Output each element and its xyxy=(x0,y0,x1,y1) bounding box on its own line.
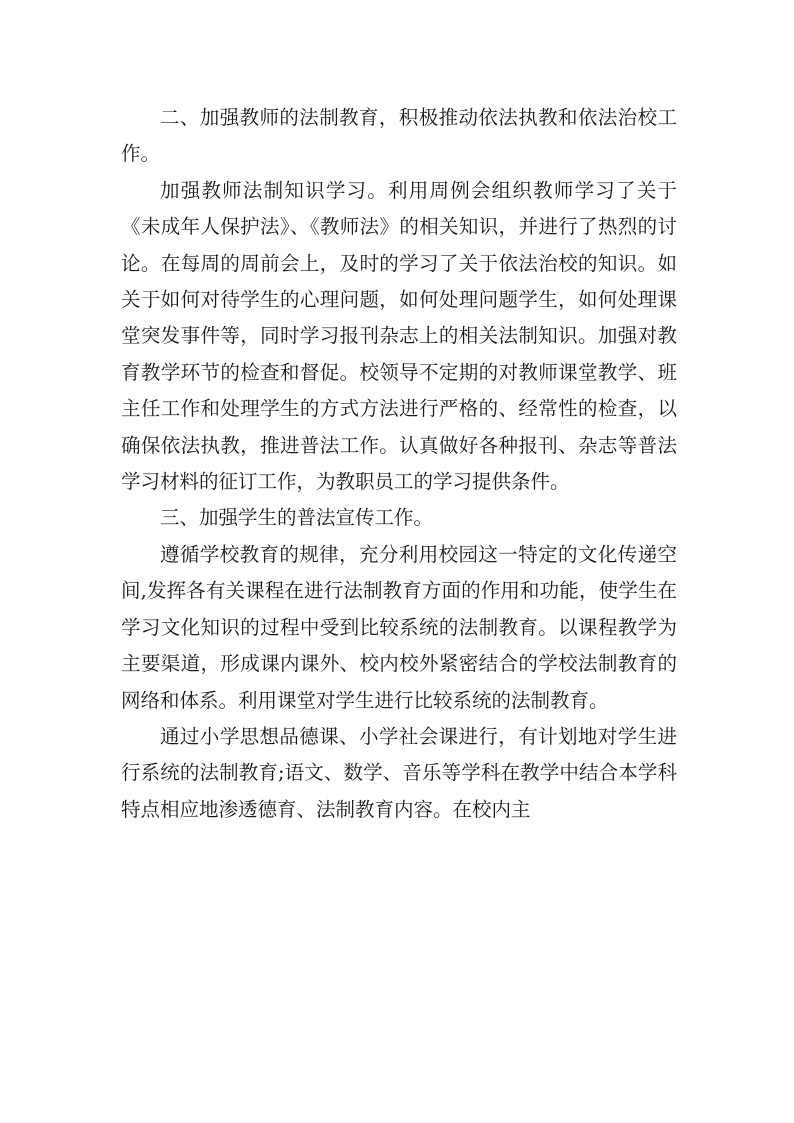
document-body xyxy=(121,100,677,828)
paragraph-course-integration: 通过小学思想品德课、小学社会课进行，有计划地对学生进行系统的法制教育;语文、数学、音乐等学科在教学中结合本学科特点相应地渗透德育、法制教育内容。在校内主 xyxy=(121,724,677,821)
paragraph-teacher-law-study: 加强教师法制知识学习。利用周例会组织教师学习了关于《未成年人保护法》、《教师法》的相关知识，并进行了热烈的讨论。在每周的周前会上，及时的学习了关于依法治校的知识。如关于如何对待学生的心理问题，如何处理问题学生，如何处理课堂突发事件等，同时学习报刊杂志上的相关法制知识。加强对教育教学环节的检查和督促。校领导不定期的对教师课堂教学、班主任工作和处理学生的方式方法进行严格的、经常性的检查，以确保依法执教，推进普法工作。认真做好各种报刊、杂志等普法学习材料的征订工作，为教职员工的学习提供条件。 xyxy=(121,178,677,494)
paragraph-school-education-rules: 遵循学校教育的规律，充分利用校园这一特定的文化传递空间,发挥各有关课程在进行法制教育方面的作用和功能，使学生在学习文化知识的过程中受到比较系统的法制教育。以课程教学为主要渠道，形成课内课外、校内校外紧密结合的学校法制教育的网络和体系。利用课堂对学生进行比较系统的法制教育。 xyxy=(121,542,677,712)
section-heading-teacher-law-education: 二、加强教师的法制教育，积极推动依法执教和依法治校工作。 xyxy=(121,106,677,166)
section-heading-student-law-promotion: 三、加强学生的普法宣传工作。 xyxy=(160,506,434,530)
